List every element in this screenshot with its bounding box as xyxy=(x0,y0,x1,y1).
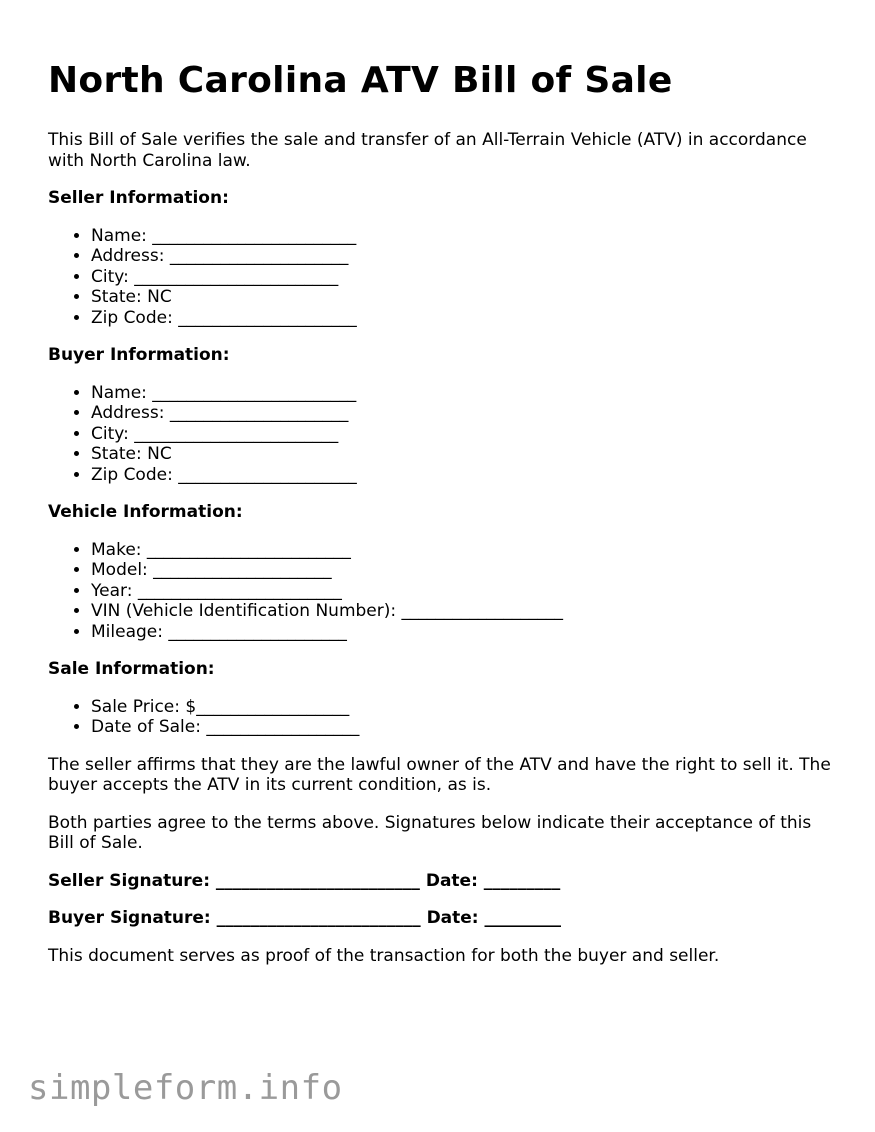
sale-info-list xyxy=(48,697,838,738)
closing-paragraph: This document serves as proof of the transaction for both the buyer and seller. xyxy=(48,945,720,966)
seller-zip-field: • Zip Code: _____________________ xyxy=(91,308,838,329)
buyer-city-field: • City: ________________________ xyxy=(91,424,838,445)
buyer-info-list xyxy=(48,383,838,486)
buyer-name-field: • Name: ________________________ xyxy=(91,383,838,404)
sale-info-heading: Sale Information: xyxy=(48,659,215,679)
affirmation-paragraph: The seller affirms that they are the lawful owner of the ATV and have the right to sell it. The buyer accepts the ATV in its current condition, as is. xyxy=(48,754,831,795)
watermark: simpleform.info xyxy=(28,1068,343,1108)
vehicle-mileage-field: • Mileage: _____________________ xyxy=(91,622,838,643)
page-title: North Carolina ATV Bill of Sale xyxy=(48,60,673,101)
seller-signature-line: Seller Signature: ________________________ Date: _________ xyxy=(48,870,561,891)
agreement-paragraph: Both parties agree to the terms above. Signatures below indicate their acceptance of this Bill of Sale. xyxy=(48,812,812,853)
buyer-zip-field: • Zip Code: _____________________ xyxy=(91,465,838,486)
sale-date-field: • Date of Sale: __________________ xyxy=(91,717,838,738)
buyer-info-heading: Buyer Information: xyxy=(48,345,230,365)
vehicle-vin-field: • VIN (Vehicle Identification Number): ___________________ xyxy=(91,601,838,622)
vehicle-info-list xyxy=(48,540,838,643)
vehicle-make-field: • Make: ________________________ xyxy=(91,540,838,561)
sale-price-field: • Sale Price: $__________________ xyxy=(91,697,838,718)
intro-paragraph: This Bill of Sale verifies the sale and transfer of an All-Terrain Vehicle (ATV) in accordance with North Carolina law. xyxy=(48,130,807,171)
vehicle-year-field: • Year: ________________________ xyxy=(91,581,838,602)
seller-info-list xyxy=(48,226,838,329)
seller-info-heading: Seller Information: xyxy=(48,188,229,208)
seller-address-field: • Address: _____________________ xyxy=(91,246,838,267)
vehicle-info-heading: Vehicle Information: xyxy=(48,502,243,522)
buyer-state-field: • State: NC xyxy=(91,444,838,465)
buyer-address-field: • Address: _____________________ xyxy=(91,403,838,424)
seller-state-field: • State: NC xyxy=(91,287,838,308)
vehicle-model-field: • Model: _____________________ xyxy=(91,560,838,581)
seller-city-field: • City: ________________________ xyxy=(91,267,838,288)
buyer-signature-line: Buyer Signature: ________________________ Date: _________ xyxy=(48,908,562,928)
seller-name-field: • Name: ________________________ xyxy=(91,226,838,247)
document-page xyxy=(48,56,838,983)
